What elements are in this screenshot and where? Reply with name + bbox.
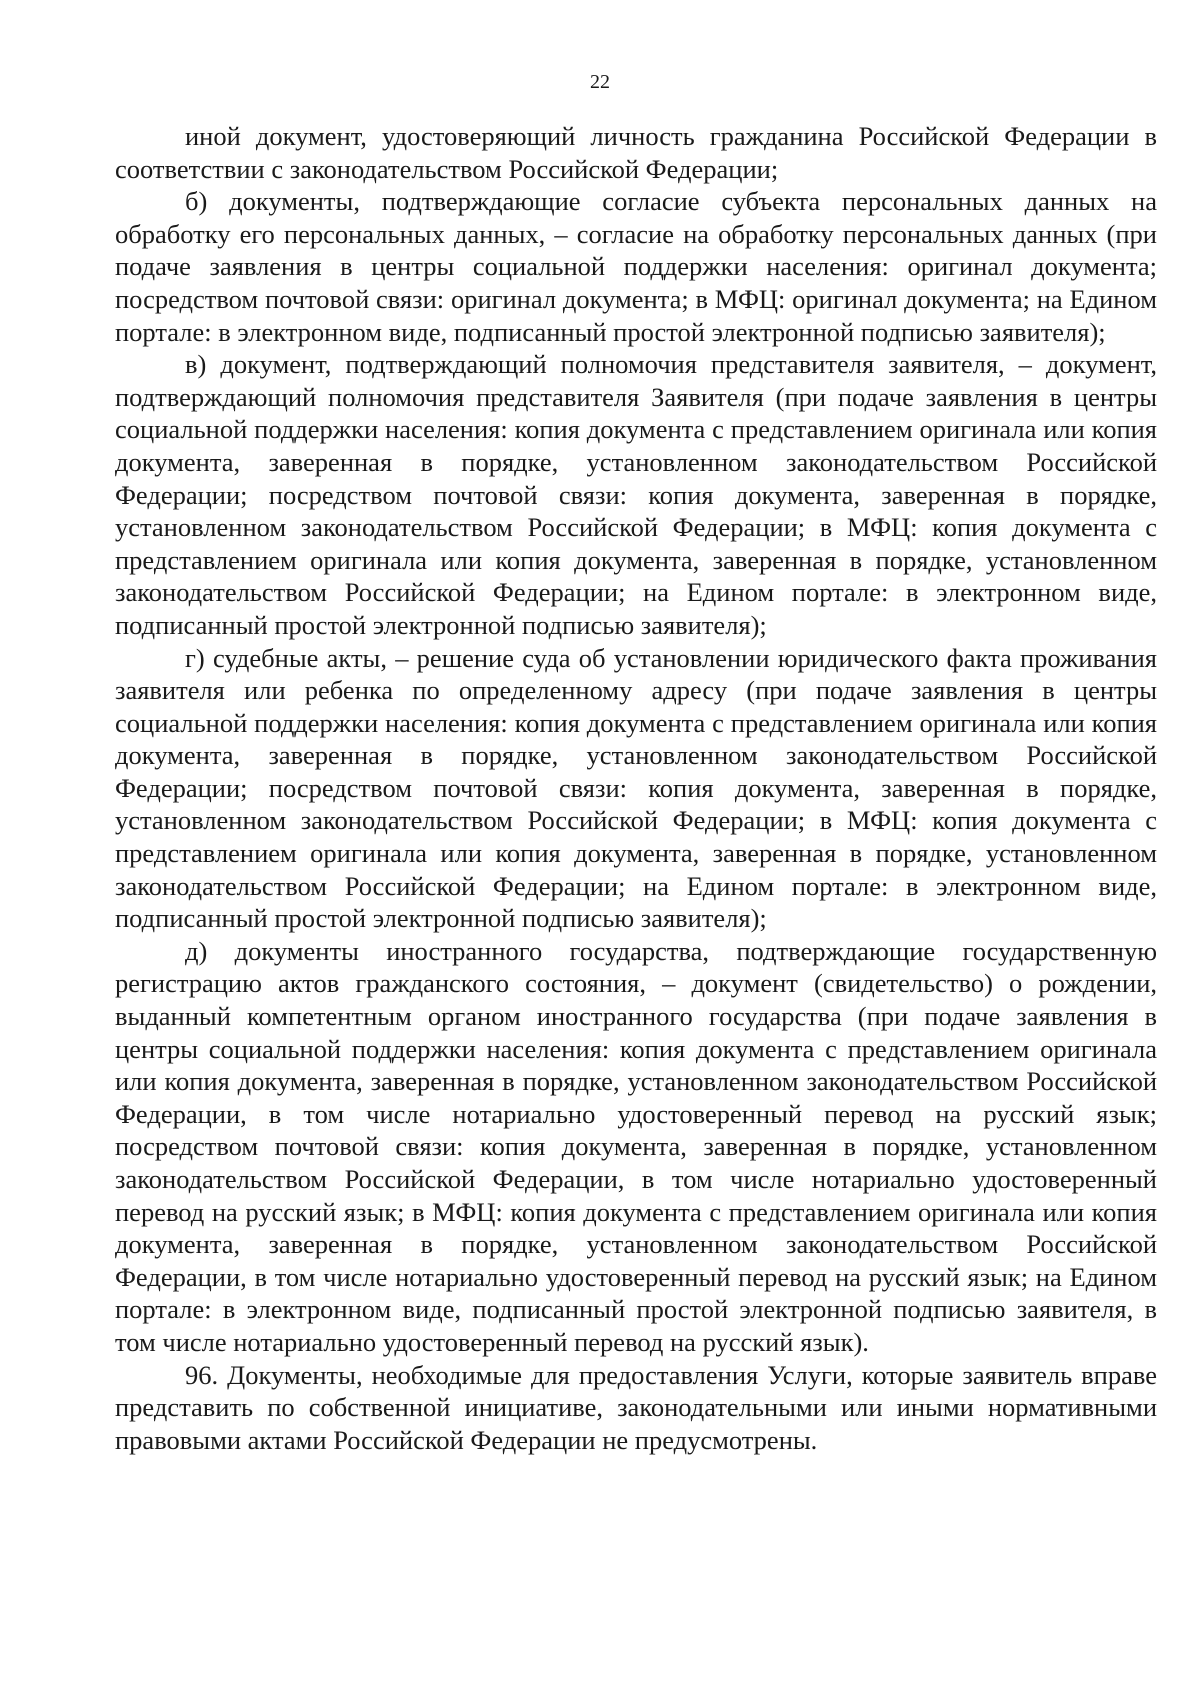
paragraph-item-d-foreign-documents: д) документы иностранного государства, подтверждающие государственную регистрацию актов гражданского состояния, – документ (свидетельство) о рождении, выданный компетентным органом иностранного государства (при подаче заявления в центры социальной поддержки населения: копия документа с представлением оригинала или копия документа, заверенная в порядке, установленном законодательством Российской Федерации, в том числе нотариально удостоверенный перевод на русский язык; посредством почтовой связи: копия документа, заверенная в порядке, установленном законодательством Российской Федерации, в том числе нотариально удостоверенный перевод на русский язык; в МФЦ: копия документа с представлением оригинала или копия документа, заверенная в порядке, установленном законодательством Российской Федерации, в том числе нотариально удостоверенный перевод на русский язык; на Едином портале: в электронном виде, подписанный простой электронной подписью заявителя, в том числе нотариально удостоверенный перевод на русский язык). (115, 935, 1157, 1357)
page-number: 22 (590, 71, 610, 93)
document-body (115, 120, 1157, 1456)
paragraph-item-g-court-acts: г) судебные акты, – решение суда об установлении юридического факта проживания заявителя или ребенка по определенному адресу (при подаче заявления в центры социальной поддержки населения: копия документа с представлением оригинала или копия документа, заверенная в порядке, установленном законодательством Российской Федерации; посредством почтовой связи: копия документа, заверенная в порядке, установленном законодательством Российской Федерации; в МФЦ: копия документа с представлением оригинала или копия документа, заверенная в порядке, установленном законодательством Российской Федерации; на Едином портале: в электронном виде, подписанный простой электронной подписью заявителя); (115, 642, 1157, 934)
paragraph-identity-document: иной документ, удостоверяющий личность гражданина Российской Федерации в соответствии с законодательством Российской Федерации; (115, 121, 1157, 184)
paragraph-item-v-representative: в) документ, подтверждающий полномочия представителя заявителя, – документ, подтверждающий полномочия представителя Заявителя (при подаче заявления в центры социальной поддержки населения: копия документа с представлением оригинала или копия документа, заверенная в порядке, установленном законодательством Российской Федерации; посредством почтовой связи: копия документа, заверенная в порядке, установленном законодательством Российской Федерации; в МФЦ: копия документа с представлением оригинала или копия документа, заверенная в порядке, установленном законодательством Российской Федерации; на Едином портале: в электронном виде, подписанный простой электронной подписью заявителя); (115, 349, 1157, 640)
paragraph-item-b-consent: б) документы, подтверждающие согласие субъекта персональных данных на обработку его персональных данных, – согласие на обработку персональных данных (при подаче заявления в центры социальной поддержки населения: оригинал документа; посредством почтовой связи: оригинал документа; в МФЦ: оригинал документа; на Едином портале: в электронном виде, подписанный простой электронной подписью заявителя); (115, 186, 1157, 347)
paragraph-96: 96. Документы, необходимые для предоставления Услуги, которые заявитель вправе представить по собственной инициативе, законодательными или иными нормативными правовыми актами Российской Федерации не предусмотрены. (115, 1359, 1157, 1455)
